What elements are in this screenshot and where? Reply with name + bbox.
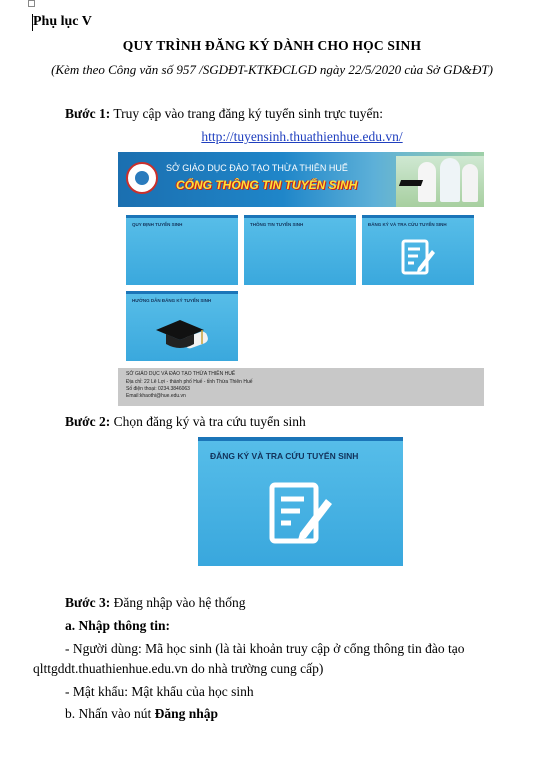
portal-screenshot [118,152,484,406]
student-figure [440,158,460,202]
login-button-name: Đăng nhập [154,706,219,721]
step3-text: Đăng nhập vào hệ thống [110,595,246,610]
tile-admission-regulations[interactable] [126,215,238,285]
footer-address: Địa chỉ: 22 Lê Lợi - thành phố Huế - tỉnh Thừa Thiên Huế [126,379,253,385]
input-info-heading: a. Nhập thông tin: [65,618,171,633]
step1-label: Bước 1: [65,106,111,121]
tile-label: QUY ĐỊNH TUYỂN SINH [132,222,183,227]
document-title: QUY TRÌNH ĐĂNG KÝ DÀNH CHO HỌC SINH [122,38,422,53]
tile-registration-guide[interactable] [126,291,238,361]
tile-register-lookup[interactable] [362,215,474,285]
appendix-label: Phụ lục V [33,14,92,29]
anchor-mark [28,0,35,7]
portal-footer [118,368,484,406]
step2-paragraph [65,414,306,430]
edit-document-icon [400,238,436,278]
graduation-cap-icon [399,180,423,186]
footer-org: SỞ GIÁO DỤC VÀ ĐÀO TẠO THỪA THIÊN HUẾ [126,371,236,377]
logo-emblem [135,171,149,185]
tile-admission-info[interactable] [244,215,356,285]
step1-text: Truy cập vào trang đăng ký tuyển sinh trực tuyến: [110,106,383,121]
step1-paragraph [65,106,383,122]
banner-portal-name: CỔNG THÔNG TIN TUYỂN SINH [176,178,358,192]
step3-label: Bước 3: [65,595,111,610]
login-instruction [65,706,218,722]
tile-label: HƯỚNG DẪN ĐĂNG KÝ TUYỂN SINH [132,298,212,303]
registration-link[interactable]: http://tuyensinh.thuathienhue.edu.vn/ [201,129,403,144]
edit-document-icon [266,479,336,547]
username-instruction-line2: qlttgddt.thuathienhue.edu.vn do nhà trường cung cấp) [33,661,324,676]
password-instruction: - Mật khẩu: Mật khẩu của học sinh [65,684,254,699]
document-subtitle: (Kèm theo Công văn số 957 /SGDĐT-KTKĐCLGD ngày 22/5/2020 của Sở GD&ĐT) [51,62,493,77]
login-instruction-prefix: b. Nhấn vào nút [65,706,155,721]
graduation-cap-diploma-icon [154,316,210,356]
step2-label: Bước 2: [65,414,111,429]
register-lookup-label: ĐĂNG KÝ VÀ TRA CỨU TUYỂN SINH [210,451,359,461]
footer-phone: Số điện thoại: 0234.3846063 [126,386,190,392]
username-instruction-line1: - Người dùng: Mã học sinh (là tài khoản truy cập ở cổng thông tin đào tạo [65,641,465,656]
step2-text: Chọn đăng ký và tra cứu tuyển sinh [110,414,306,429]
tile-label: THÔNG TIN TUYỂN SINH [250,222,304,227]
tile-label: ĐĂNG KÝ VÀ TRA CỨU TUYỂN SINH [368,222,447,227]
step3-paragraph [65,595,246,611]
department-logo [126,162,158,194]
student-figure [462,164,478,202]
portal-banner [118,152,484,207]
banner-org-name: SỞ GIÁO DỤC ĐÀO TẠO THỪA THIÊN HUẾ [166,163,348,173]
register-lookup-tile[interactable] [198,437,403,566]
footer-email: Email:khaothi@hue.edu.vn [126,393,186,399]
